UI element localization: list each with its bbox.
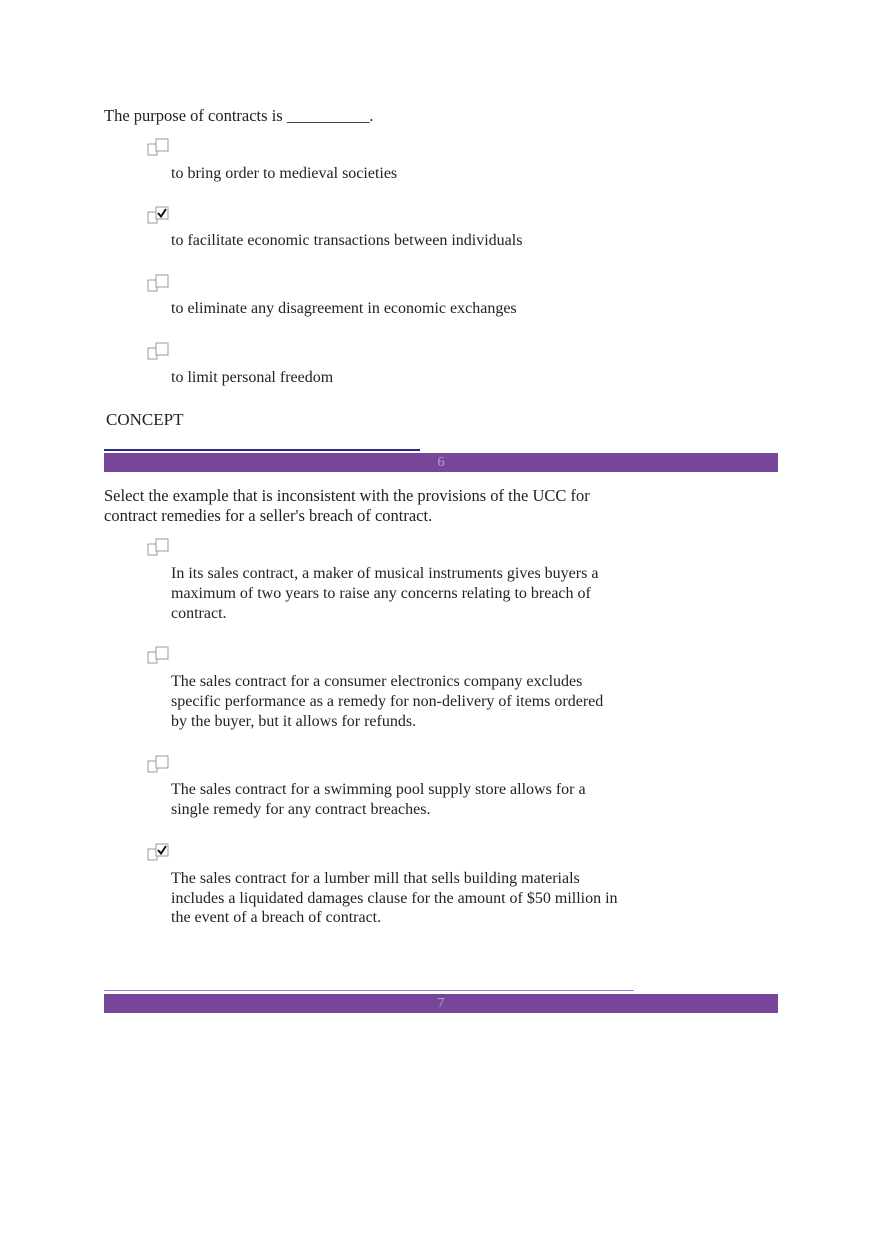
section-label: CONCEPT [106, 410, 184, 429]
page-bar [104, 453, 778, 472]
q2-option-4-line-3: the event of a breach of contract. [171, 909, 382, 926]
q2-option-4-line-2: includes a liquidated damages clause for the amount of $50 million in [171, 890, 618, 907]
checkbox-q1-option-1[interactable] [147, 138, 171, 158]
q2-option-3-line-1: The sales contract for a swimming pool supply store allows for a [171, 781, 586, 798]
q1-option-4-label: to limit personal freedom [171, 369, 334, 386]
question-2-text-line-1: Select the example that is inconsistent with the provisions of the UCC for [104, 486, 590, 505]
q2-option-4-line-1: The sales contract for a lumber mill that sells building materials [171, 870, 580, 887]
checkbox-q1-option-2[interactable] [147, 206, 171, 226]
q2-option-1-line-3: contract. [171, 605, 227, 622]
checkbox-q2-option-2[interactable] [147, 646, 171, 666]
checkbox-q2-option-3[interactable] [147, 755, 171, 775]
q2-option-2-line-3: by the buyer, but it allows for refunds. [171, 713, 417, 730]
checkbox-q1-option-3[interactable] [147, 274, 171, 294]
question-1-text: The purpose of contracts is __________. [104, 106, 374, 125]
q2-option-1-line-2: maximum of two years to raise any concerns relating to breach of [171, 585, 591, 602]
page-number: 7 [437, 996, 445, 1011]
q1-option-3-label: to eliminate any disagreement in economic exchanges [171, 300, 517, 317]
section-rule-thin [104, 990, 634, 991]
q2-option-3-line-2: single remedy for any contract breaches. [171, 801, 431, 818]
page-bar [104, 994, 778, 1013]
page-number: 6 [437, 455, 445, 470]
q2-option-1-line-1: In its sales contract, a maker of musical instruments gives buyers a [171, 565, 599, 582]
question-2-text-line-2: contract remedies for a seller's breach of contract. [104, 506, 433, 525]
q1-option-1-label: to bring order to medieval societies [171, 165, 398, 182]
q2-option-2-line-1: The sales contract for a consumer electronics company excludes [171, 673, 583, 690]
q1-option-2-label: to facilitate economic transactions between individuals [171, 232, 523, 249]
section-rule [104, 449, 420, 451]
q2-option-2-line-2: specific performance as a remedy for non-delivery of items ordered [171, 693, 604, 710]
checkbox-q2-option-1[interactable] [147, 538, 171, 558]
checkbox-q2-option-4[interactable] [147, 843, 171, 863]
checkbox-q1-option-4[interactable] [147, 342, 171, 362]
